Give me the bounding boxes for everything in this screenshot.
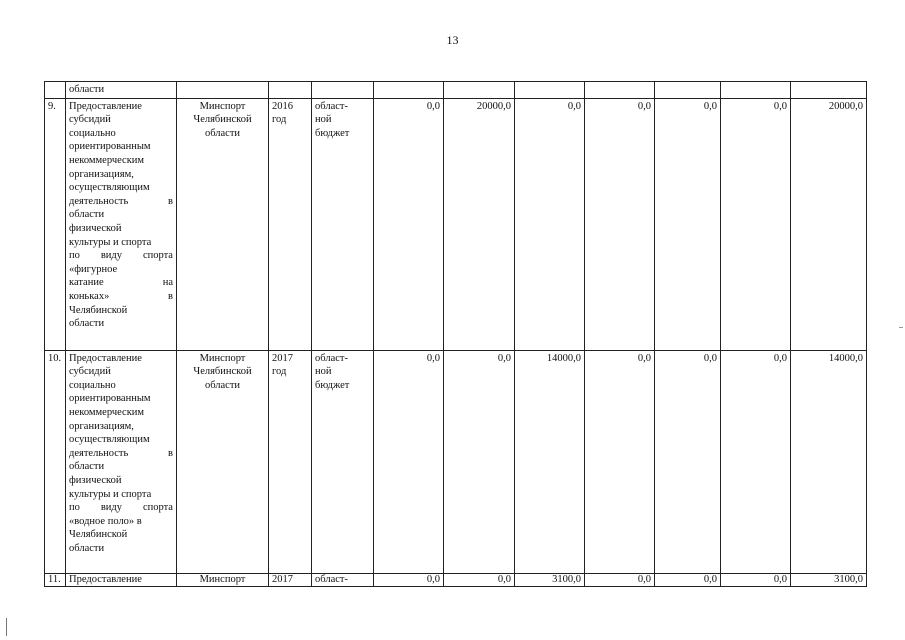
text-line: области [204, 379, 241, 391]
text-word: деятельность [69, 195, 129, 207]
text-line: физической [69, 222, 122, 234]
text-line: 2016 [272, 100, 293, 112]
text-line: субсидий [69, 114, 111, 126]
value-cell: 0,0 [585, 98, 655, 350]
name-cell [66, 98, 177, 350]
value-cell [515, 82, 585, 99]
text-line: физической [69, 474, 122, 486]
margin-mark [6, 618, 7, 636]
value-cell: 0,0 [655, 573, 721, 586]
text-line: бюджет [315, 127, 350, 139]
text-line: бюджет [315, 379, 350, 391]
value-cell [721, 82, 791, 99]
text-line: ной [315, 366, 332, 378]
value-cell: 3100,0 [791, 573, 867, 586]
year-cell [269, 573, 312, 586]
year-cell [269, 98, 312, 350]
text-line: организациям, [69, 420, 134, 432]
table-row [45, 98, 867, 350]
value-cell [374, 82, 444, 99]
value-cell: 0,0 [655, 98, 721, 350]
text-word: спорта [142, 250, 173, 262]
value-cell: 0,0 [721, 573, 791, 586]
edge-tick [899, 327, 903, 328]
text-line: культуры и спорта [69, 236, 152, 248]
year-cell [269, 350, 312, 573]
value-cell: 0,0 [585, 573, 655, 586]
text-line [69, 195, 173, 209]
value-cell: 0,0 [655, 350, 721, 573]
value-cell: 0,0 [721, 350, 791, 573]
text-line: социально [69, 127, 116, 139]
value-cell [585, 82, 655, 99]
value-cell: 14000,0 [515, 350, 585, 573]
text-word: виду [100, 502, 122, 514]
text-line [69, 447, 173, 461]
text-line: субсидий [69, 366, 111, 378]
table-body [45, 82, 867, 587]
text-line: организациям, [69, 168, 134, 180]
value-cell: 0,0 [374, 573, 444, 586]
text-line: Минспорт [199, 573, 246, 585]
source-cell [312, 573, 374, 586]
text-line: 2017 [272, 573, 293, 585]
name-cell [66, 350, 177, 573]
text-word: на [162, 277, 173, 289]
executor-cell [177, 82, 269, 99]
value-cell: 0,0 [374, 350, 444, 573]
index-cell [45, 82, 66, 99]
text-line: Челябинской [193, 114, 252, 126]
executor-cell [177, 573, 269, 586]
text-word: спорта [142, 502, 173, 514]
text-line: Челябинской [193, 366, 252, 378]
text-line: некоммерческим [69, 154, 145, 166]
text-line: ориентированным [69, 141, 151, 153]
text-word: катание [69, 277, 104, 289]
text-word: коньках» [69, 290, 110, 302]
text-line: области [204, 127, 241, 139]
text-line [69, 249, 173, 263]
text-line: осуществляющим [69, 434, 150, 446]
text-line: некоммерческим [69, 406, 145, 418]
text-line [69, 501, 173, 515]
text-word: в [168, 447, 173, 459]
value-cell: 0,0 [444, 573, 515, 586]
text-line: год [272, 114, 287, 126]
text-word: по [69, 502, 80, 514]
executor-cell [177, 350, 269, 573]
table-row [45, 350, 867, 573]
value-cell: 20000,0 [791, 98, 867, 350]
text-line: культуры и спорта [69, 488, 152, 500]
value-cell [444, 82, 515, 99]
budget-table [44, 81, 867, 587]
index-cell: 11. [45, 573, 66, 586]
text-line: Челябинской [69, 529, 128, 541]
text-line: «фигурное [69, 263, 118, 275]
text-line: Предоставление [69, 352, 142, 364]
text-line: области [69, 209, 105, 221]
text-line [69, 276, 173, 290]
text-line: Предоставление [69, 573, 142, 585]
text-line: области [69, 318, 105, 330]
name-cell: области [66, 82, 177, 99]
text-line: осуществляющим [69, 182, 150, 194]
source-cell [312, 350, 374, 573]
text-line: Предоставление [69, 100, 142, 112]
value-cell: 0,0 [585, 350, 655, 573]
text-word: виду [100, 250, 122, 262]
value-cell: 20000,0 [444, 98, 515, 350]
text-line: области [69, 542, 105, 554]
text-word: в [168, 290, 173, 302]
text-line: год [272, 366, 287, 378]
source-cell [312, 82, 374, 99]
executor-cell [177, 98, 269, 350]
value-cell: 0,0 [721, 98, 791, 350]
text-line: ориентированным [69, 393, 151, 405]
value-cell: 0,0 [515, 98, 585, 350]
text-line: области [69, 461, 105, 473]
text-line: «водное поло» в [69, 515, 142, 527]
text-line: област- [315, 352, 348, 364]
text-word: в [168, 195, 173, 207]
page-number: 13 [446, 33, 459, 47]
value-cell: 0,0 [374, 98, 444, 350]
text-line: ной [315, 114, 332, 126]
table-row [45, 573, 867, 586]
text-line: Минспорт [199, 352, 246, 364]
text-word: деятельность [69, 447, 129, 459]
name-cell [66, 573, 177, 586]
year-cell [269, 82, 312, 99]
text-line: област- [315, 573, 348, 585]
continuation-row [45, 82, 867, 99]
value-cell: 14000,0 [791, 350, 867, 573]
source-cell [312, 98, 374, 350]
value-cell: 3100,0 [515, 573, 585, 586]
text-line: 2017 [272, 352, 293, 364]
text-line: област- [315, 100, 348, 112]
value-cell [791, 82, 867, 99]
text-line: социально [69, 379, 116, 391]
index-cell: 10. [45, 350, 66, 573]
value-cell: 0,0 [444, 350, 515, 573]
value-cell [655, 82, 721, 99]
text-word: по [69, 250, 80, 262]
text-line: Минспорт [199, 100, 246, 112]
index-cell: 9. [45, 98, 66, 350]
text-line: Челябинской [69, 304, 128, 316]
text-line [69, 290, 173, 304]
